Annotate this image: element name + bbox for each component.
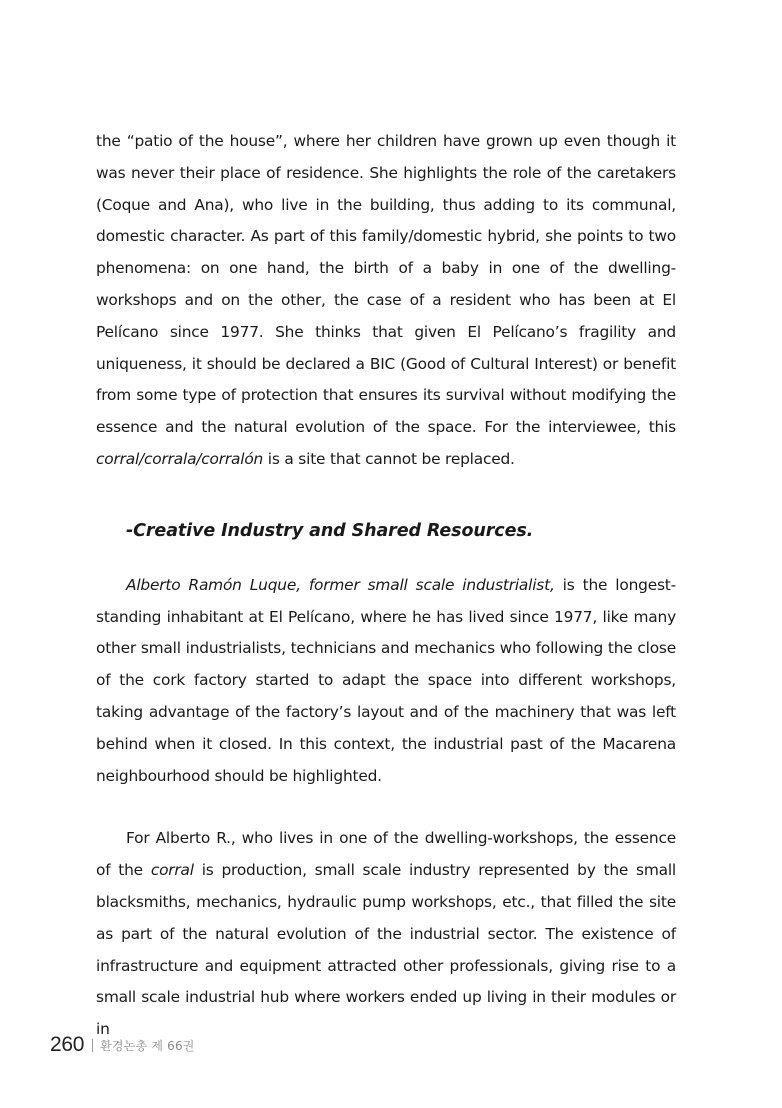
journal-title: 환경논총 제 66권	[100, 1038, 195, 1053]
paragraph-1-text: the “patio of the house”, where her children have grown up even though it was never their place of residence. She highlights the role of the caretakers (Coque and Ana), who live in the building, thus adding to its communal, domestic character. As part of this family/domestic hybrid, she points to two phenomena: on one hand, the birth of a baby in one of the dwelling-workshops and on the other, the case of a resident who has been at El Pelícano since 1977. She thinks that given El Pelícano’s fragility and uniqueness, it should be declared a BIC (Good of Cultural Interest) or benefit from some type of protection that ensures its survival without modifying the essence and the natural evolution of the space. For the interviewee, this	[96, 132, 676, 437]
paragraph-2	[96, 570, 676, 793]
paragraph-1-text-end: is a site that cannot be replaced.	[263, 449, 515, 468]
paragraph-3-text-start: For Alberto R., who lives in one of the dwelling-workshops, the essence of the	[96, 829, 676, 880]
page-footer	[50, 1031, 195, 1059]
spacer	[96, 545, 676, 570]
paragraph-1-italic-term: corral/corrala/corralón	[96, 449, 264, 468]
section-heading: -Creative Industry and Shared Resources.	[126, 520, 534, 541]
paragraph-3-italic-term: corral	[150, 861, 194, 880]
paragraph-2-italic-lead: Alberto Ramón Luque, former small scale industrialist,	[126, 575, 555, 594]
page-number: 260	[50, 1033, 85, 1056]
paragraph-1	[96, 126, 676, 476]
paragraph-2-text: is the longest-standing inhabitant at El Pelícano, where he has lived since 1977, like many other small industrialists, technicians and mechanics who following the close of the cork factory started to adapt the space into different workshops, taking advantage of the factory’s layout and of the machinery that was left behind when it closed. In this context, the industrial past of the Macarena neighbourhood should be highlighted.	[96, 575, 676, 785]
paragraph-3	[96, 823, 676, 1046]
spacer	[96, 792, 676, 823]
footer-divider	[92, 1039, 93, 1052]
paragraph-3-text: is production, small scale industry represented by the small blacksmiths, mechanics, hydraulic pump workshops, etc., that filled the site as part of the natural evolution of the industrial sector. The existence of infrastructure and equipment attracted other professionals, giving rise to a small scale industrial hub where workers ended up living in their modules or in	[96, 861, 676, 1039]
article-body	[96, 126, 676, 1046]
spacer	[96, 476, 676, 517]
